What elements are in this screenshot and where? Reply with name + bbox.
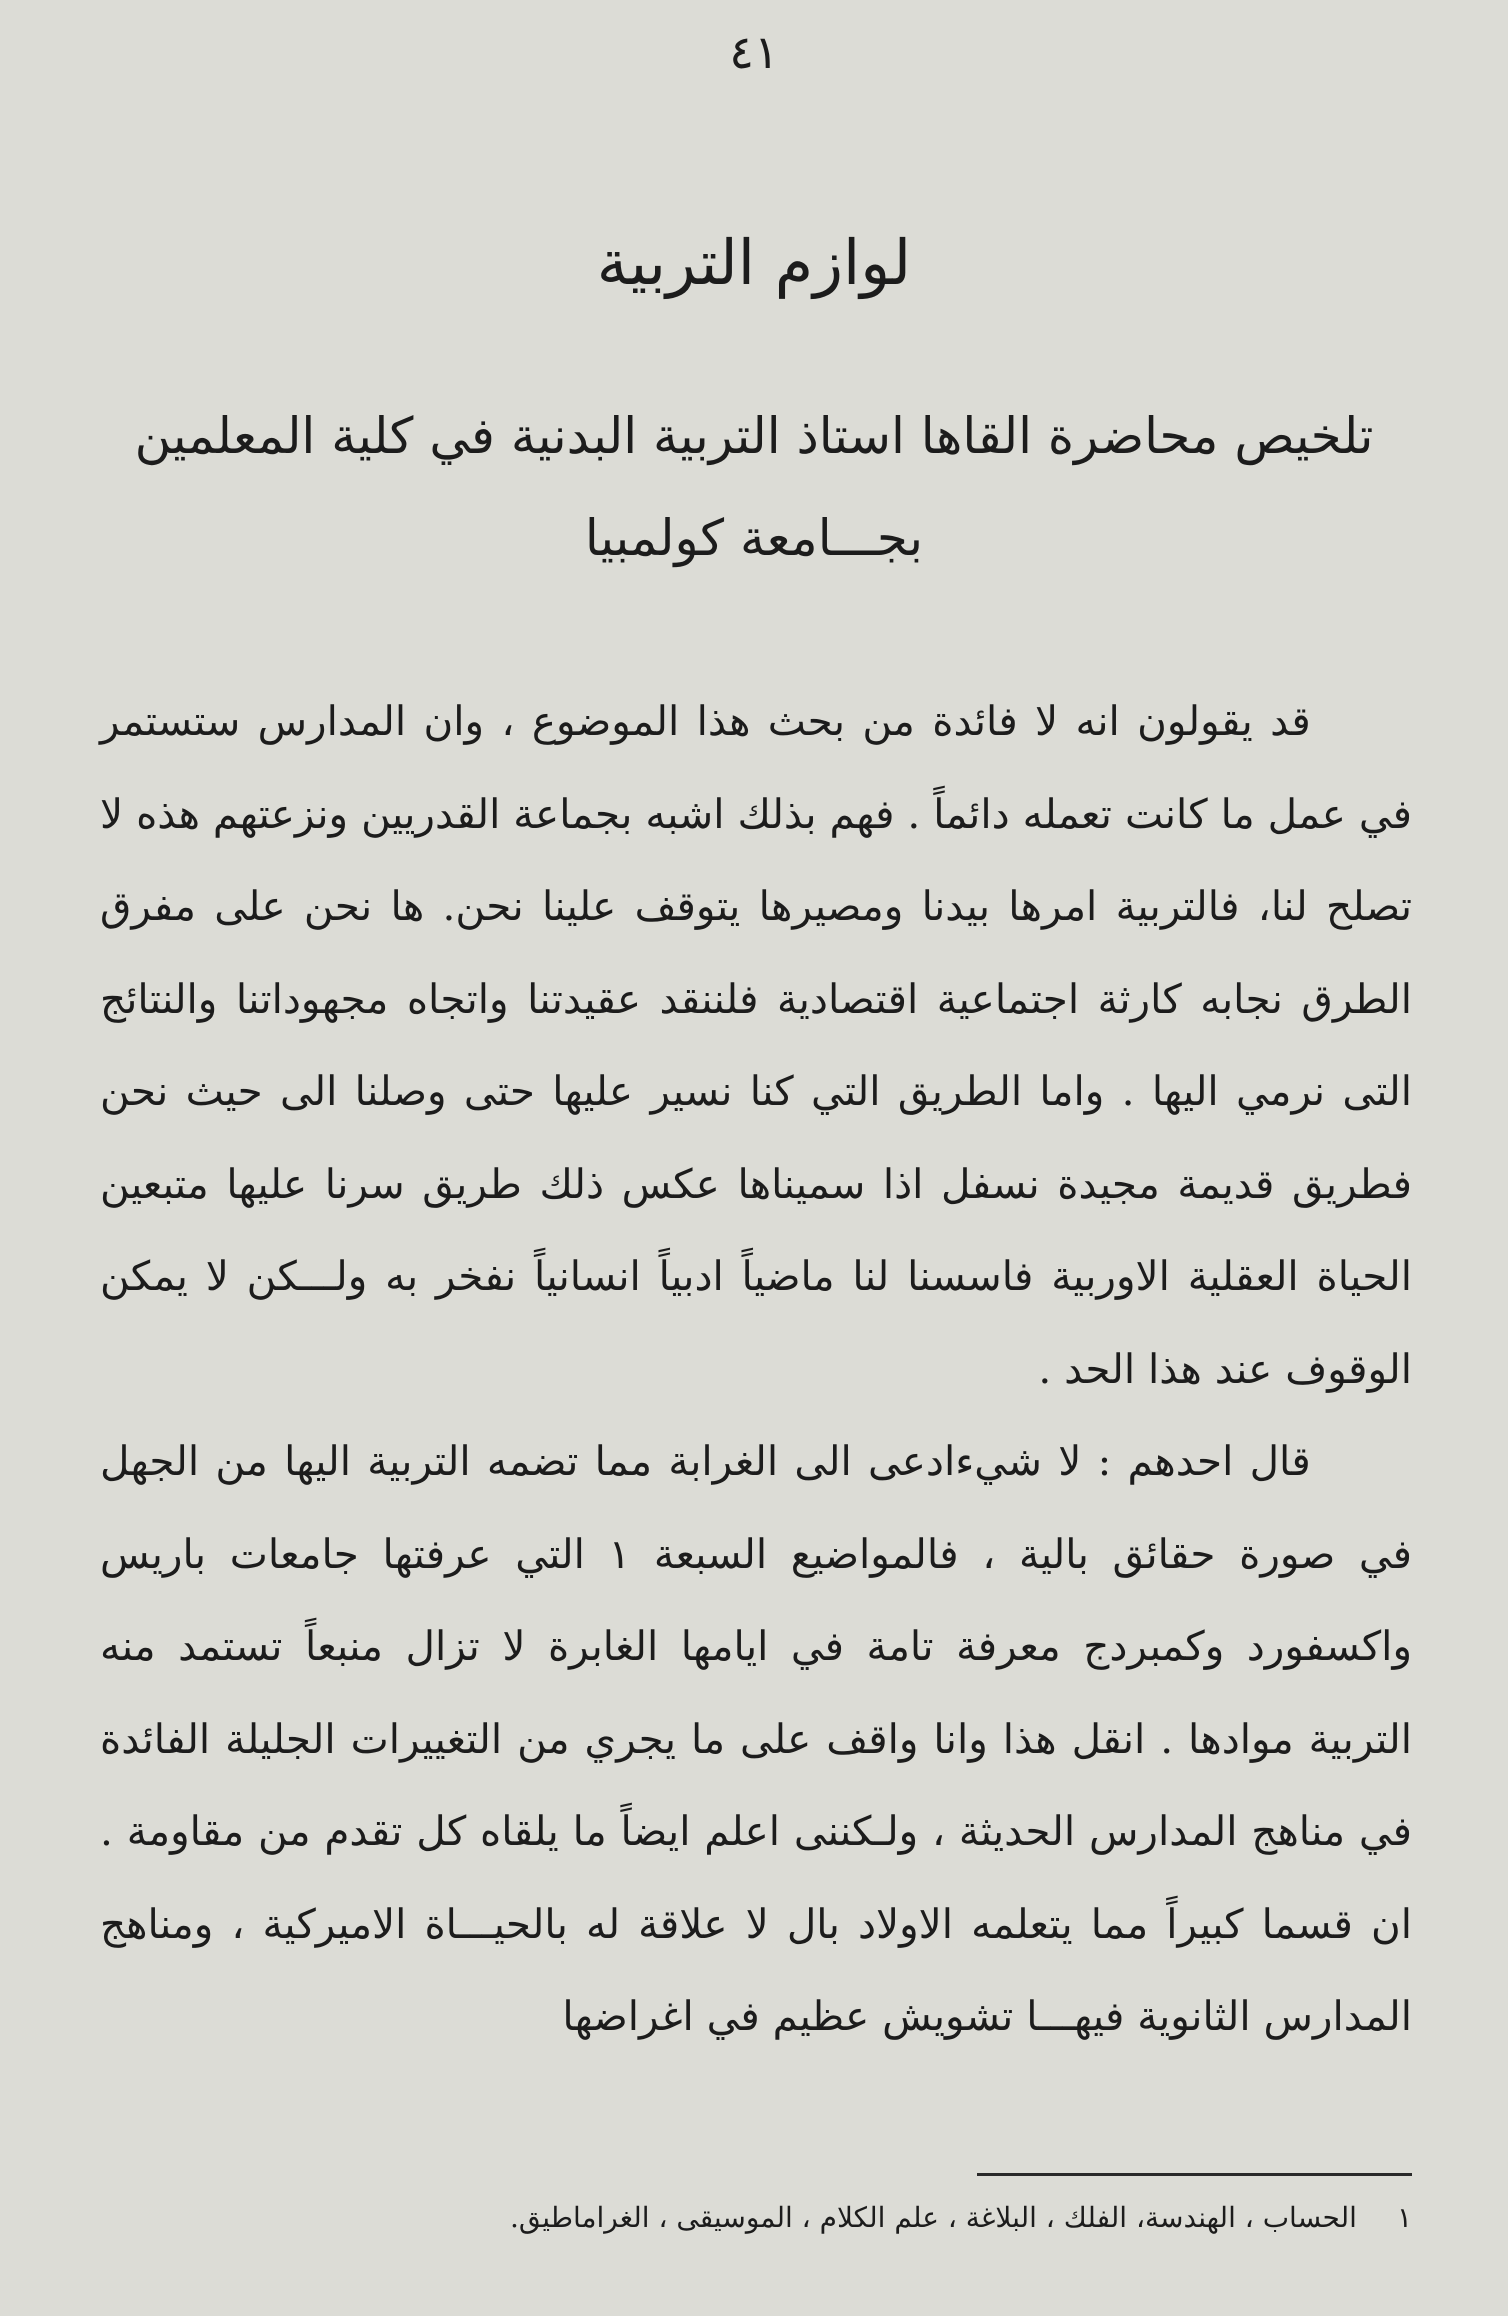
footnote-text: الحساب ، الهندسة، الفلك ، البلاغة ، علم الكلام ، الموسيقى ، الغراماطيق.	[510, 2201, 1357, 2234]
body-text	[100, 675, 1412, 2063]
footnote	[100, 2190, 1412, 2246]
paragraph-2: قال احدهم : لا شيءادعى الى الغرابة مما تضمه التربية اليها من الجهل في صورة حقائق بالية ، فالمواضيع السبعة ١ التي عرفتها جامعات باريس واكسفورد وكمبردج معرفة تامة في ايامها الغابرة لا تزال منبعاً تستمد منه التربية موادها . انقل هذا وانا واقف على ما يجري من التغييرات الجليلة الفائدة في مناهج المدارس الحديثة ، ولـكننى اعلم ايضاً ما يلقاه كل تقدم من مقاومة . ان قسما كبيراً مما يتعلمه الاولاد بال لا علاقة له بالحيـــاة الاميركية ، ومناهج المدارس الثانوية فيهـــا تشويش عظيم في اغراضها	[100, 1437, 1412, 2040]
footnote-marker: ١	[1396, 2201, 1412, 2234]
page-number: ٤١	[729, 25, 779, 79]
chapter-title: لوازم التربية	[596, 226, 912, 299]
chapter-subtitle: تلخيص محاضرة القاها استاذ التربية البدنية في كلية المعلمين بجـــامعة كولمبيا	[134, 407, 1374, 567]
footnote-divider	[977, 2173, 1412, 2176]
paragraph-1: قد يقولون انه لا فائدة من بحث هذا الموضوع ، وان المدارس ستستمر في عمل ما كانت تعمله دائماً . فهم بذلك اشبه بجماعة القدريين ونزعتهم هذه لا تصلح لنا، فالتربية امرها بيدنا ومصيرها يتوقف علينا نحن. ها نحن على مفرق الطرق نجابه كارثة اجتماعية اقتصادية فلننقد عقيدتنا واتجاه مجهوداتنا والنتائج التى نرمي اليها . واما الطريق التي كنا نسير عليها حتى وصلنا الى حيث نحن فطريق قديمة مجيدة نسفل اذا سميناها عكس ذلك طريق سرنا عليها متبعين الحياة العقلية الاوربية فاسسنا لنا ماضياً ادبياً انسانياً نفخر به ولـــكن لا يمكن الوقوف عند هذا الحد .	[100, 697, 1412, 1393]
